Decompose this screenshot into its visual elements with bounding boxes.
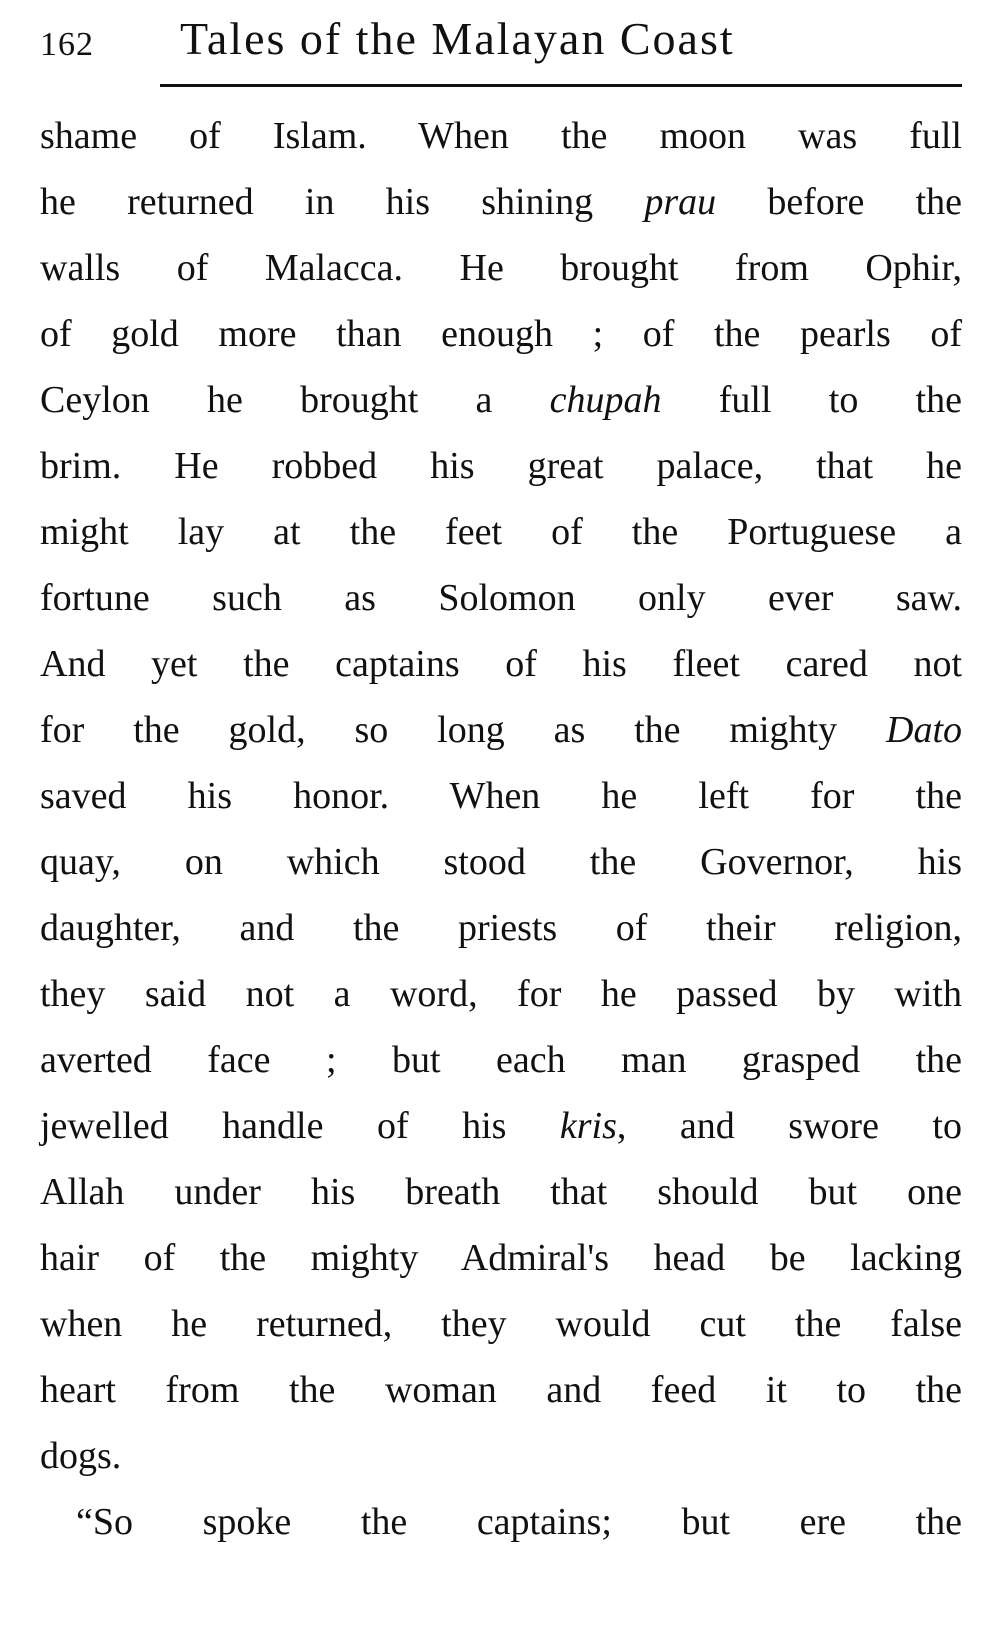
text-line: averted face ; but each man grasped the [40, 1039, 962, 1081]
text-line: brim. He robbed his great palace, that he [40, 445, 962, 487]
body-text [40, 103, 962, 1555]
text-line: fortune such as Solomon only ever saw. [40, 577, 962, 619]
text-line: hair of the mighty Admiral's head be lacking [40, 1237, 962, 1279]
text-line: shame of Islam. When the moon was full [40, 115, 962, 157]
text-line: they said not a word, for he passed by with [40, 973, 962, 1015]
text-line: jewelled handle of his kris, and swore to [40, 1105, 962, 1147]
text-line: for the gold, so long as the mighty Dato [40, 709, 962, 751]
text-line: walls of Malacca. He brought from Ophir, [40, 247, 962, 289]
text-line: “So spoke the captains; but ere the [76, 1501, 962, 1543]
text-line: Ceylon he brought a chupah full to the [40, 379, 962, 421]
text-line: of gold more than enough ; of the pearls of [40, 313, 962, 355]
text-line: Allah under his breath that should but one [40, 1171, 962, 1213]
text-line: saved his honor. When he left for the [40, 775, 962, 817]
running-head: Tales of the Malayan Coast [180, 13, 735, 64]
page-header [40, 6, 960, 76]
text-line: he returned in his shining prau before the [40, 181, 962, 223]
text-line: dogs. [40, 1435, 122, 1477]
text-line: heart from the woman and feed it to the [40, 1369, 962, 1411]
text-line: daughter, and the priests of their religion, [40, 907, 962, 949]
page-number: 162 [40, 26, 94, 63]
text-line: when he returned, they would cut the false [40, 1303, 962, 1345]
text-line: And yet the captains of his fleet cared not [40, 643, 962, 685]
header-rule [160, 84, 962, 87]
text-line: quay, on which stood the Governor, his [40, 841, 962, 883]
text-line: might lay at the feet of the Portuguese a [40, 511, 962, 553]
